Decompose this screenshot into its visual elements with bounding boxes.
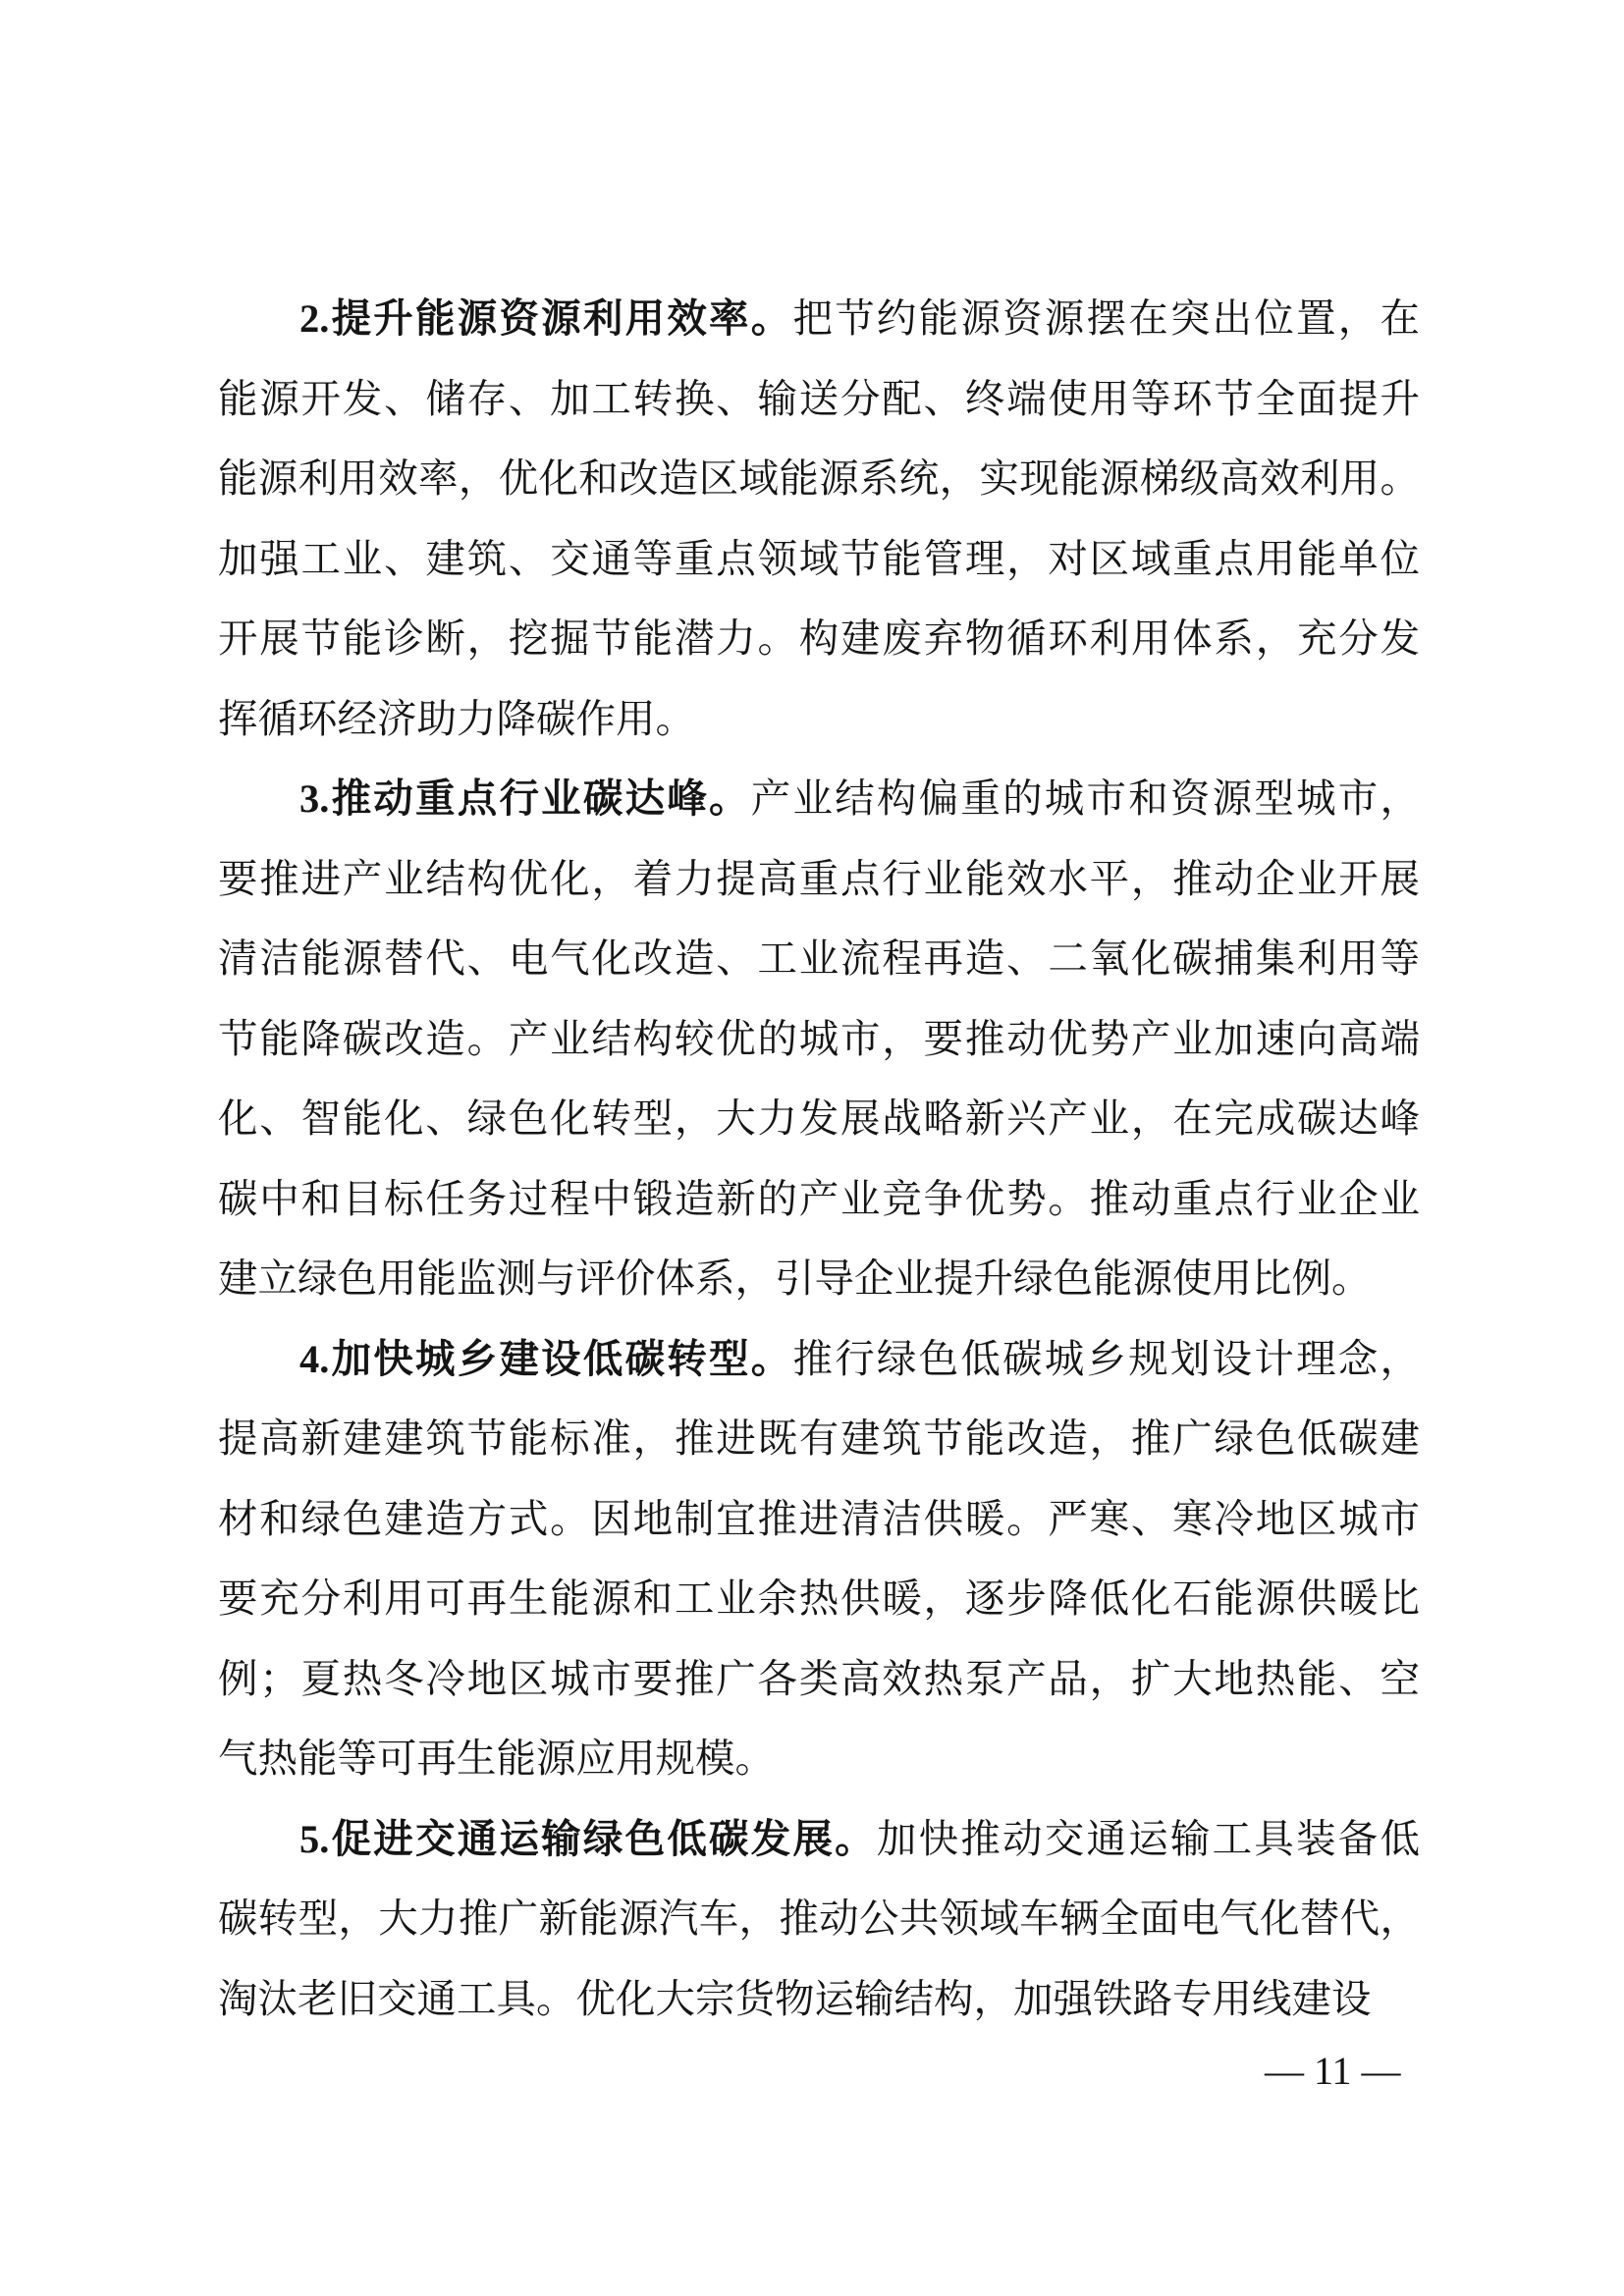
- text-line: 要充分利用可再生能源和工业余热供暖，逐步降低化石能源供暖比: [218, 1576, 1420, 1621]
- text-line: 建立绿色用能监测与评价体系，引导企业提升绿色能源使用比例。: [218, 1256, 1372, 1301]
- paragraph-first-line-rest: 产业结构偏重的城市和资源型城市，: [750, 776, 1420, 821]
- text-line: 提高新建建筑节能标准，推进既有建筑节能改造，推广绿色低碳建: [218, 1416, 1420, 1461]
- text-line: 能源利用效率，优化和改造区域能源系统，实现能源梯级高效利用。: [218, 456, 1420, 501]
- document-body: [218, 279, 1420, 2039]
- text-line: 清洁能源替代、电气化改造、工业流程再造、二氧化碳捕集利用等: [218, 936, 1420, 981]
- text-line: 气热能等可再生能源应用规模。: [218, 1736, 775, 1781]
- paragraph-first-line: [218, 1319, 1420, 1400]
- text-line: 要推进产业结构优化，着力提高重点行业能效水平，推动企业开展: [218, 856, 1420, 901]
- paragraph-first-line-rest: 把节约能源资源摆在突出位置，在: [792, 296, 1420, 341]
- text-line: 挥循环经济助力降碳作用。: [218, 696, 695, 741]
- text-line: 节能降碳改造。产业结构较优的城市，要推动优势产业加速向高端: [218, 1016, 1420, 1061]
- text-line: 加强工业、建筑、交通等重点领域节能管理，对区域重点用能单位: [218, 536, 1420, 581]
- paragraph-first-line: [218, 759, 1420, 839]
- paragraph-first-line: [218, 1799, 1420, 1880]
- text-line: 化、智能化、绿色化转型，大力发展战略新兴产业，在完成碳达峰: [218, 1096, 1420, 1141]
- paragraph-first-line-rest: 加快推动交通运输工具装备低: [876, 1816, 1420, 1861]
- paragraph-lead: 3.推动重点行业碳达峰。: [299, 776, 751, 821]
- paragraph-first-line-rest: 推行绿色低碳城乡规划设计理念，: [792, 1336, 1420, 1381]
- paragraph-lead: 4.加快城乡建设低碳转型。: [299, 1336, 793, 1381]
- text-line: 碳转型，大力推广新能源汽车，推动公共领域车辆全面电气化替代，: [218, 1896, 1420, 1941]
- paragraph-first-line: [218, 279, 1420, 359]
- page-number: — 11 —: [1265, 2049, 1401, 2093]
- text-line: 碳中和目标任务过程中锻造新的产业竞争优势。推动重点行业企业: [218, 1176, 1420, 1221]
- text-line: 能源开发、储存、加工转换、输送分配、终端使用等环节全面提升: [218, 376, 1420, 421]
- paragraph-lead: 2.提升能源资源利用效率。: [299, 296, 793, 341]
- text-line: 例；夏热冬冷地区城市要推广各类高效热泵产品，扩大地热能、空: [218, 1656, 1420, 1701]
- text-line: 淘汰老旧交通工具。优化大宗货物运输结构，加强铁路专用线建设: [218, 1976, 1372, 2021]
- text-line: 开展节能诊断，挖掘节能潜力。构建废弃物循环利用体系，充分发: [218, 616, 1420, 661]
- text-line: 材和绿色建造方式。因地制宜推进清洁供暖。严寒、寒冷地区城市: [218, 1496, 1420, 1541]
- paragraph-lead: 5.促进交通运输绿色低碳发展。: [299, 1816, 877, 1861]
